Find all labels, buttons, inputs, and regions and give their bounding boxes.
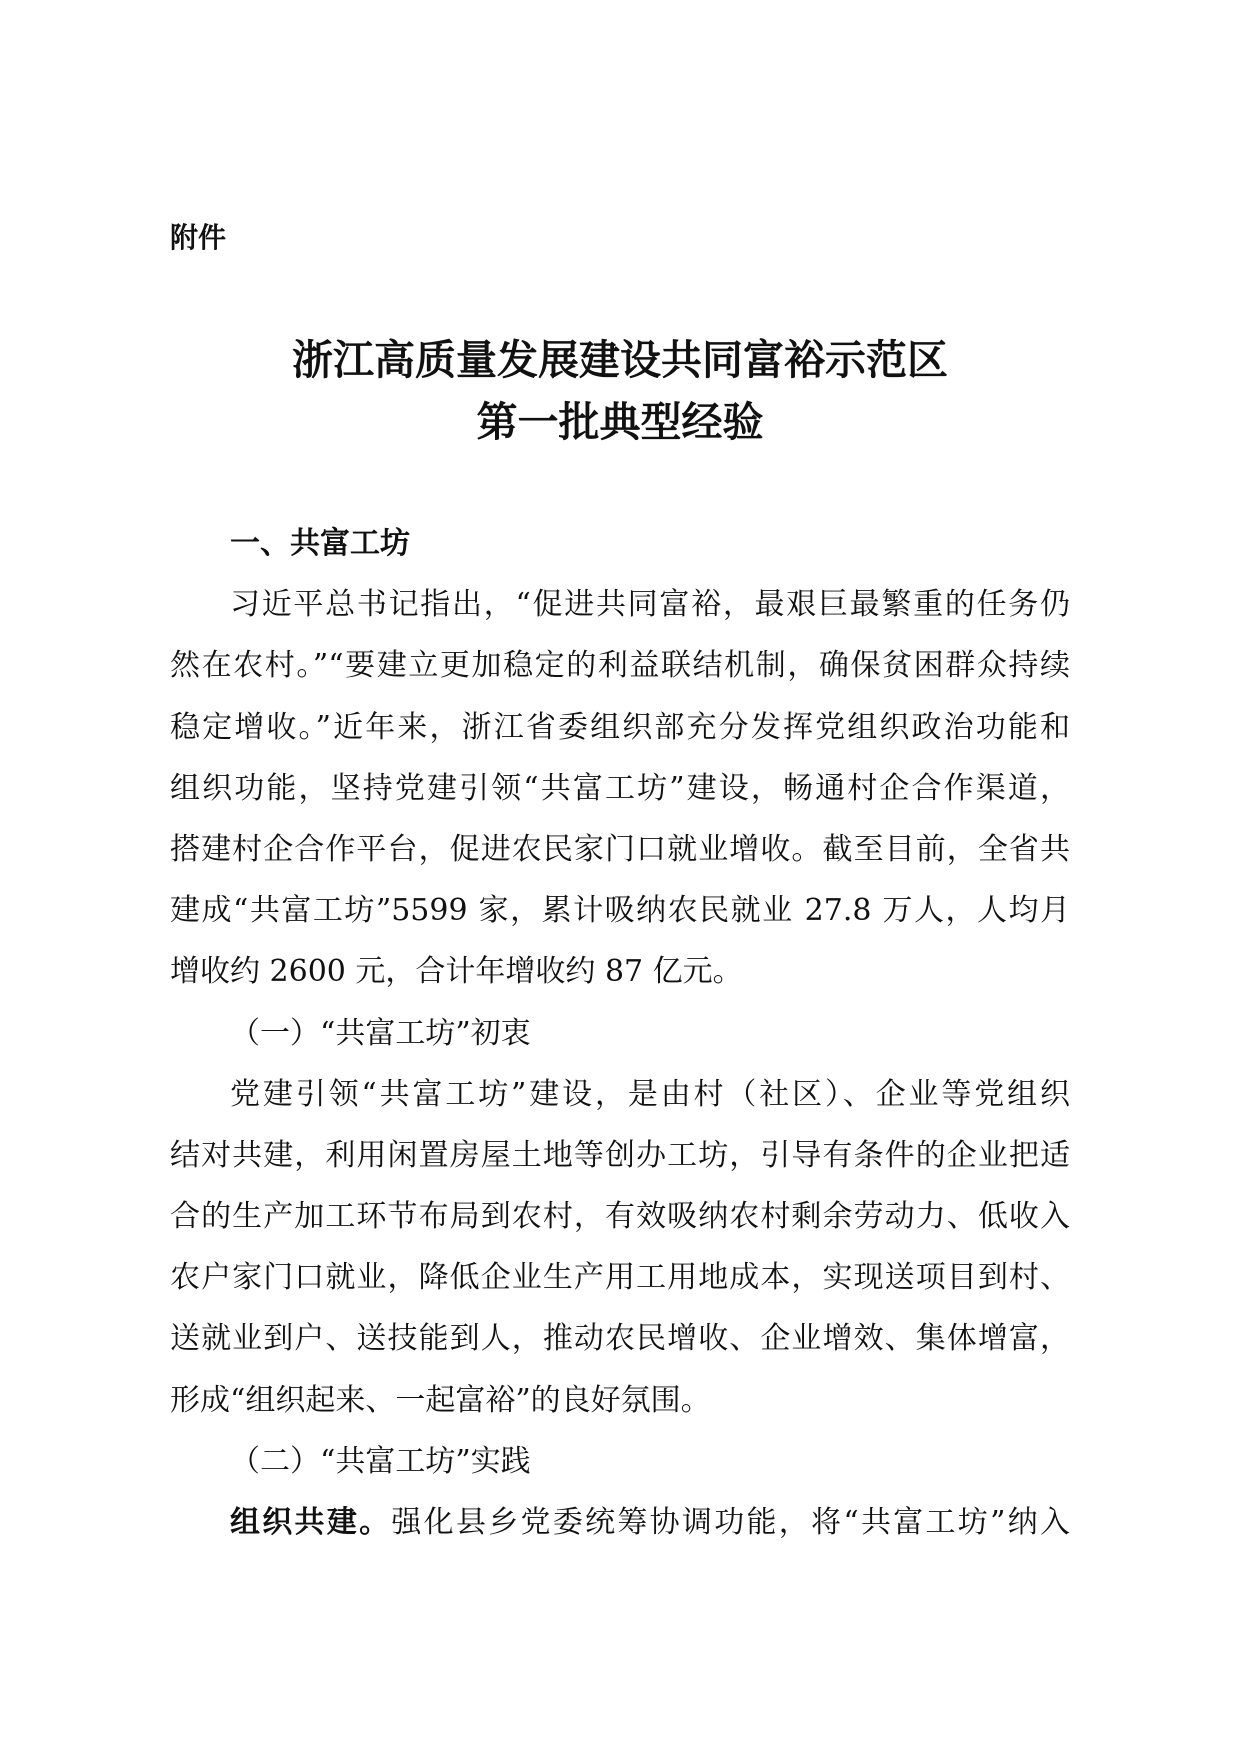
paragraph-line-text: 强化县乡党委统筹协调功能，将“共富工坊”纳入: [391, 1505, 1070, 1540]
paragraph-line: 习近平总书记指出，“促进共同富裕，最艰巨最繁重的任务仍: [230, 587, 1070, 623]
paragraph-line: 组织功能，坚持党建引领“共富工坊”建设，畅通村企合作渠道，: [170, 770, 1070, 806]
paragraph-line: 形成“组织起来、一起富裕”的良好氛围。: [170, 1382, 711, 1418]
paragraph-line: 建成“共富工坊”5599 家，累计吸纳农民就业 27.8 万人，人均月: [170, 893, 1070, 929]
paragraph-line: 党建引领“共富工坊”建设，是由村（社区）、企业等党组织: [230, 1076, 1070, 1112]
title-line-1: 浙江高质量发展建设共同富裕示范区: [292, 336, 948, 384]
subsection-heading-1: （一）“共富工坊”初衷: [230, 1015, 531, 1051]
subsection-heading-2: （二）“共富工坊”实践: [230, 1443, 531, 1479]
attachment-label: 附件: [170, 221, 227, 254]
paragraph-line: 合的生产加工环节布局到农村，有效吸纳农村剩余劳动力、低收入: [170, 1199, 1070, 1235]
paragraph-line: 稳定增收。”近年来，浙江省委组织部充分发挥党组织政治功能和: [170, 709, 1070, 745]
paragraph-line: 送就业到户、送技能到人，推动农民增收、企业增效、集体增富，: [170, 1321, 1070, 1357]
paragraph-line: 农户家门口就业，降低企业生产用工用地成本，实现送项目到村、: [170, 1260, 1070, 1296]
section-heading: 一、共富工坊: [230, 526, 410, 561]
paragraph-line: 增收约 2600 元，合计年增收约 87 亿元。: [170, 954, 743, 990]
document-body: [170, 513, 1070, 1553]
paragraph-line: [170, 1492, 1070, 1553]
subsection-2-paragraph: [170, 1492, 1070, 1553]
paragraph-line: 结对共建，利用闲置房屋土地等创办工坊，引导有条件的企业把适: [170, 1137, 1070, 1173]
subsection-1-paragraph: [170, 1064, 1070, 1431]
paragraph-line: 然在农村。”“要建立更加稳定的利益联结机制，确保贫困群众持续: [170, 648, 1070, 684]
title-line-2: 第一批典型经验: [476, 398, 764, 446]
document-title: [0, 329, 1240, 453]
paragraph-line: 搭建村企合作平台，促进农民家门口就业增收。截至目前，全省共: [170, 831, 1070, 867]
intro-paragraph: [170, 574, 1070, 1002]
paragraph-lead-phrase: 组织共建。: [230, 1505, 392, 1540]
